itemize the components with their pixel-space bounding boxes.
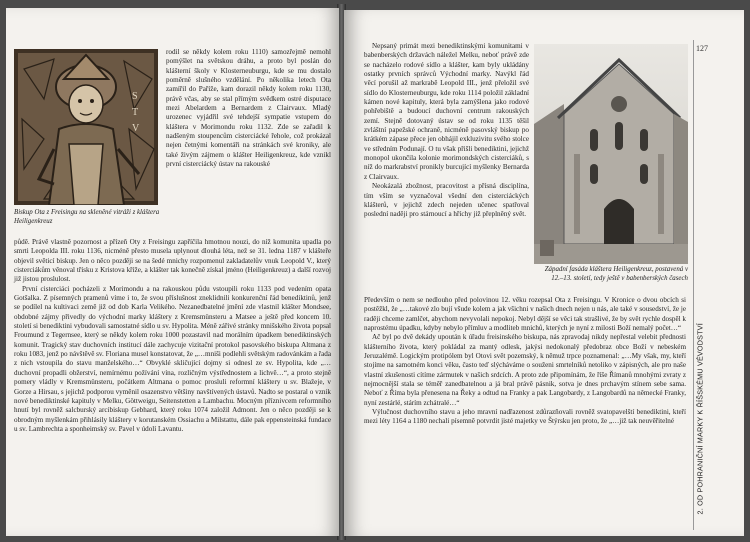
right-paragraph-3: Výlučnost duchovního stavu a jeho mravní nadřazenost zdůrazňovali rovněž svatopavelští benediktini, kteří mezi léty 1164 a 1180 nechali písemně potvrdit jisté majetky ve Štýrsku jen proto, že „…již tak neuvěřitelné	[364, 408, 686, 426]
left-paragraph-1: půdě. Právě vlastně pozornost a přízeň Oty z Freisingu zapříčila hmotnou nouzi, do níž komunita upadla po smrti Leopolda III. roku 1136, nicméně přesto musela uplynout dlouhá léta, než se 31. ledna 1187 v klášteře objevil světicí biskup. Jen o něco později se na šedé mnichy rozpomenul zakladatelův vnuk Leopold V., který cisterciákům věnoval třísku z Kristova kříže, a klášter tak konečně získal jméno (Heiligenkreuz) a další rozvoj již jistou proslulost.	[14, 238, 331, 284]
right-paragraph-2: Ač byl po dvě dekády upoután k úřadu freisinského biskupa, nás zpravodaj nikdy nepřestal velebit přednosti klášterního života, který pokládal za mantý odlesk, jakýsi nedokonalý předobraz obce Boží v nebeském Jeruzalémě. Logickým protipólem byl Otovi svět pozemský, k němuž trpce poznamenal: „…My však, my, kteří stojíme na samotném konci věku, často teď slýcháváme o souženi smrtelníků netolikо v zápisných, ale pro naše vlastní zkušenosti cítíme zármutek v našich srdcích. A proto zde připomínám, že říše Římanů mnohými zvraty z nejmocnější stala se téměř zanedbatelnou a já bral právě pásnik, sotva je dnes prchavým stínem sebe sama. Neboť z Říma byla přenesena na Řeky a odtud na Franky a pak Langobardy, z Langobardů na německé Franky, nyní zestárlé, stárím zchátralé…“	[364, 333, 686, 407]
right-body-column	[364, 296, 686, 427]
page-number: 127	[696, 44, 708, 53]
chapter-sidebar	[690, 60, 710, 520]
right-top-column	[364, 42, 529, 220]
right-page	[344, 10, 744, 536]
abbey-photo	[534, 44, 688, 264]
right-paragraph-1: Především o nem se nedlouho před polovinou 12. věku rozepsal Ota z Freisingu. V Kronice o dvou obcích si postěžkl, že „…takové zlo bují všude kolem a jak všichni v našich dnech nejen u nás, ale také v sousedství, že je raději chceme zamlčet, abychom nevyvolali nepokoj. Nebyl dější se věci tak strašlivé, že by svět rychle dospěl k naprostému úpadku, kdyby nebylo přímluv a modliteb mnichů, kterých je nyní z milosti Boží nemalý počet…“	[364, 296, 686, 333]
left-top-column	[166, 48, 331, 169]
stained-glass-image	[14, 49, 158, 205]
figure-caption-right: Západní fasáda kláštera Heiligenkreuz, postavená v 12.–13. století, tedy ještě v babenberských časech	[544, 266, 688, 282]
svg-text:T: T	[132, 107, 139, 118]
left-body-column	[14, 238, 331, 434]
figure-caption-left: Biskup Ota z Freisingu na skleněné vitráži z kláštera Heiligenkreuz	[14, 209, 160, 225]
right-top-paragraph-1: Nepsaný primát mezi benediktinskými komunitami v babenberských državách náležel Melku, neboť právě zde se nacházelo rodové sídlo a klášter, kam byly ukládány ostatky prvních správců Východní marky. Navýkl řád věcí porušil až markrabě Leopold III., jenž přeložil své sídlo do Klosterneuburgu, kde roku 1114 položil základní kámen nové kapituly, která byla zamýšlena jako rodové pohřebiště a budoucí duchovní centrum rakouských zemí. Stejně dotovaný ústav se od roku 1135 těšil zvláštní papežské ochraně, nicméně pasovský biskup po krátkém zápase přece jen obhájil exkluzivitu svého stolce ve středním Podunají. O tu však přišli benediktini, jejichž monopol ukončila kolonie morimondských cisterciáků, s níž do markrabství pronikly burcující myšlenky Bernarda z Clairvaux.	[364, 42, 529, 181]
left-page	[6, 8, 339, 536]
abbey-facade-illustration	[534, 44, 688, 264]
left-top-paragraph: rodil se někdy kolem roku 1110) samozřejmě nemohl pomýšlet na světskou dráhu, a proto byl poslán do klášterní školy v Klosterneuburgu, kde se mu dostalo poměrně slušného vzdělání. Po několika letech Ota zamířil do Paříže, kam dorazil někdy kolem roku 1130, právě včas, aby se stal přímým svědkem ostré disputace mezi Abelardem a Bernardem z Clairvaux. Mladý urozenec vyjádřil své tehdejší sympatie vstupem do kláštera v Morimondu roku 1132. Zde se zařadil k nadšeným stoupencům cisterciácké řehole, což prokázal nejen četnými komentáři na stránkách své kroniky, ale také živým zájmem o klášter Heiligenkreuz, kde vznikl první cisterciácký ústav na rakouské	[166, 48, 331, 169]
right-top-paragraph-2: Neokázalá zbožnost, pracovitost a přísná disciplína, tím vším se vyznačoval všední den cisterciáckých klášterů, v jejichž zdech nejeden učenec spatřoval poslední naději pro stárnoucí a hříchy již přeplněný svět.	[364, 182, 529, 219]
left-paragraph-2: První cisterciáci pocházeli z Morimondu a na rakouskou půdu vstoupili roku 1133 pod vedením opata Gotšalka. Z písemných pramenů víme i to, že svou příslušnost zneklidnili konkurenční řád benediktinů, jenž se podílel na kultivaci země již od dob Karla Velikého. Nezanedbatelné jmění zde vlastnil klášter Mondsee, obdobné zájmy přivedly do východní marky kláštery z Kremsmünsteru a Matsee a ještě před koncem 10. století si benediktini vybudovali samostatné sídlo u sv. Hypolita. Méně zářivé stránky mnišského života popsal Froumund z Tegernsee, který se někdy kolem roku 1000 pozastavil nad morálním úpadkem benediktinských komunit. Tragický stav duchovních institucí dále zachycuje vizitační protokol pasovského biskupa Altmana z roku 1083, jenž po návštěvě sv. Floriana musel konstatovat, že „…mniši podlehli světským radovánkám a řada z nich vstoupila do stavu manželského…“ Obvyklé skličující dojmy si odnesl ze sv. Hypolita, kde „…duchovní propadli obžerství, nemírnému požívání vína, rozličným výstřednostem a lichvě…“, a proto stejně pomery vládly v Kremsmünsteru, počátkem Altmana o pomoc prosluli reformní kláštery u sv. Blažeje, v Gorze a Hirsau, s jejichž podporou vyměnil osazenstvo většiny navštívených ústavů. Nadto se postaral o vznik nové benediktinské kapituly v Melku, Göttweigu, Seitenstetten a Lambachu. Mocným příznivcem reformního hnutí byl rovněž salcburský arcibiskup Gebhard, který roku 1074 založil Admont. Jen o něco později se k obrodným myšlenkám přihlásily kláštery v korutanském Ossiachu a Milstattu, dále pak eppensteinská fundace u sv. Lambrechta a sponheimský sv. Pavel v údolí Lavantu.	[14, 284, 331, 433]
svg-text:S: S	[132, 91, 138, 102]
stained-glass-illustration	[14, 49, 158, 205]
svg-text:V: V	[132, 123, 140, 134]
chapter-title-vertical: 2. OD POHRANIČNÍ MARKY K ŘÍŠSKÉMU VÉVODSTVÍ	[695, 323, 705, 515]
